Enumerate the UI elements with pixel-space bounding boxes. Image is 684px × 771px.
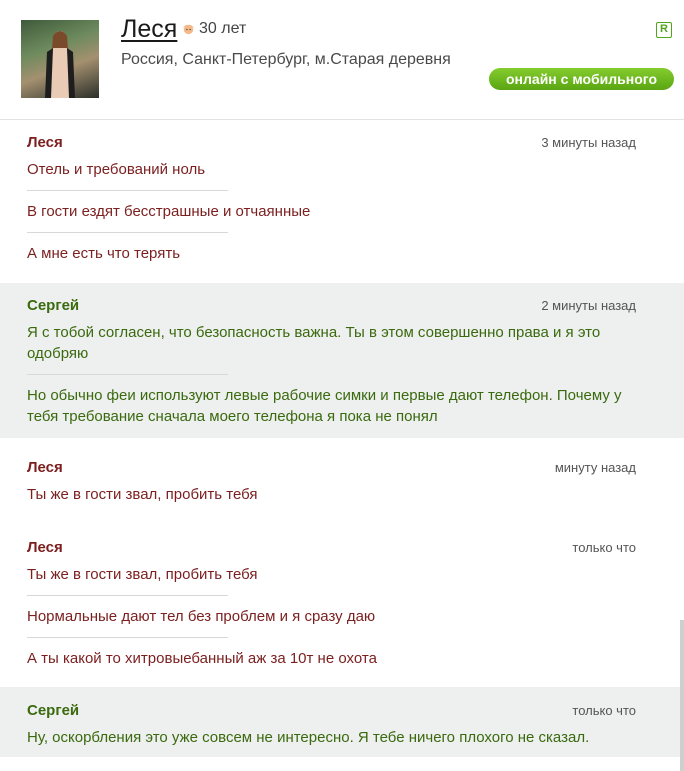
message-author[interactable]: Сергей [27,297,80,314]
message-author[interactable]: Сергей [27,702,80,719]
message-author[interactable]: Леся [27,459,63,476]
message-block [0,120,684,283]
message-block [0,438,684,518]
message-text: Но обычно феи используют левые рабочие симки и первые дают телефон. Почему у тебя требование сначала моего телефона я пока не понял [27,387,622,425]
avatar[interactable] [21,20,99,98]
message-text: А мне есть что терять [27,245,181,262]
message-block [0,687,684,757]
message-block [0,283,684,438]
message-time: только что [572,703,636,718]
message-text: Отель и требований ноль [27,161,206,178]
profile-photo [45,28,75,98]
message-time: 2 минуты назад [541,298,636,313]
r-badge-icon[interactable]: R [656,22,672,38]
message-text: А ты какой то хитровыебанный аж за 10т не охота [27,650,377,667]
message-divider [27,595,228,596]
message-time: 3 минуты назад [541,135,636,150]
profile-name-link[interactable]: Леся [121,15,178,43]
message-text: Ты же в гости звал, пробить тебя [27,566,258,583]
message-text: Ты же в гости звал, пробить тебя [27,486,258,503]
message-divider [27,232,228,233]
message-divider [27,374,228,375]
message-author[interactable]: Леся [27,539,63,556]
zodiac-icon [181,21,196,36]
message-time: минуту назад [554,460,636,475]
profile-location: Россия, Санкт-Петербург, м.Старая деревня [121,51,451,68]
scrollbar[interactable] [680,620,684,771]
profile-age: 30 лет [199,20,247,37]
message-text: В гости ездят бесстрашные и отчаянные [27,203,311,220]
message-block [0,518,684,687]
message-text: Нормальные дают тел без проблем и я сразу даю [27,608,376,625]
message-text: Я с тобой согласен, что безопасность важна. Ты в этом совершенно права и я это одобряю [27,324,601,362]
message-divider [27,637,228,638]
message-time: только что [572,540,636,555]
profile-header [0,0,684,120]
message-author[interactable]: Леся [27,134,63,151]
online-status-badge: онлайн с мобильного [489,68,674,90]
message-divider [27,190,228,191]
message-text: Ну, оскорбления это уже совсем не интересно. Я тебе ничего плохого не сказал. [27,729,590,746]
